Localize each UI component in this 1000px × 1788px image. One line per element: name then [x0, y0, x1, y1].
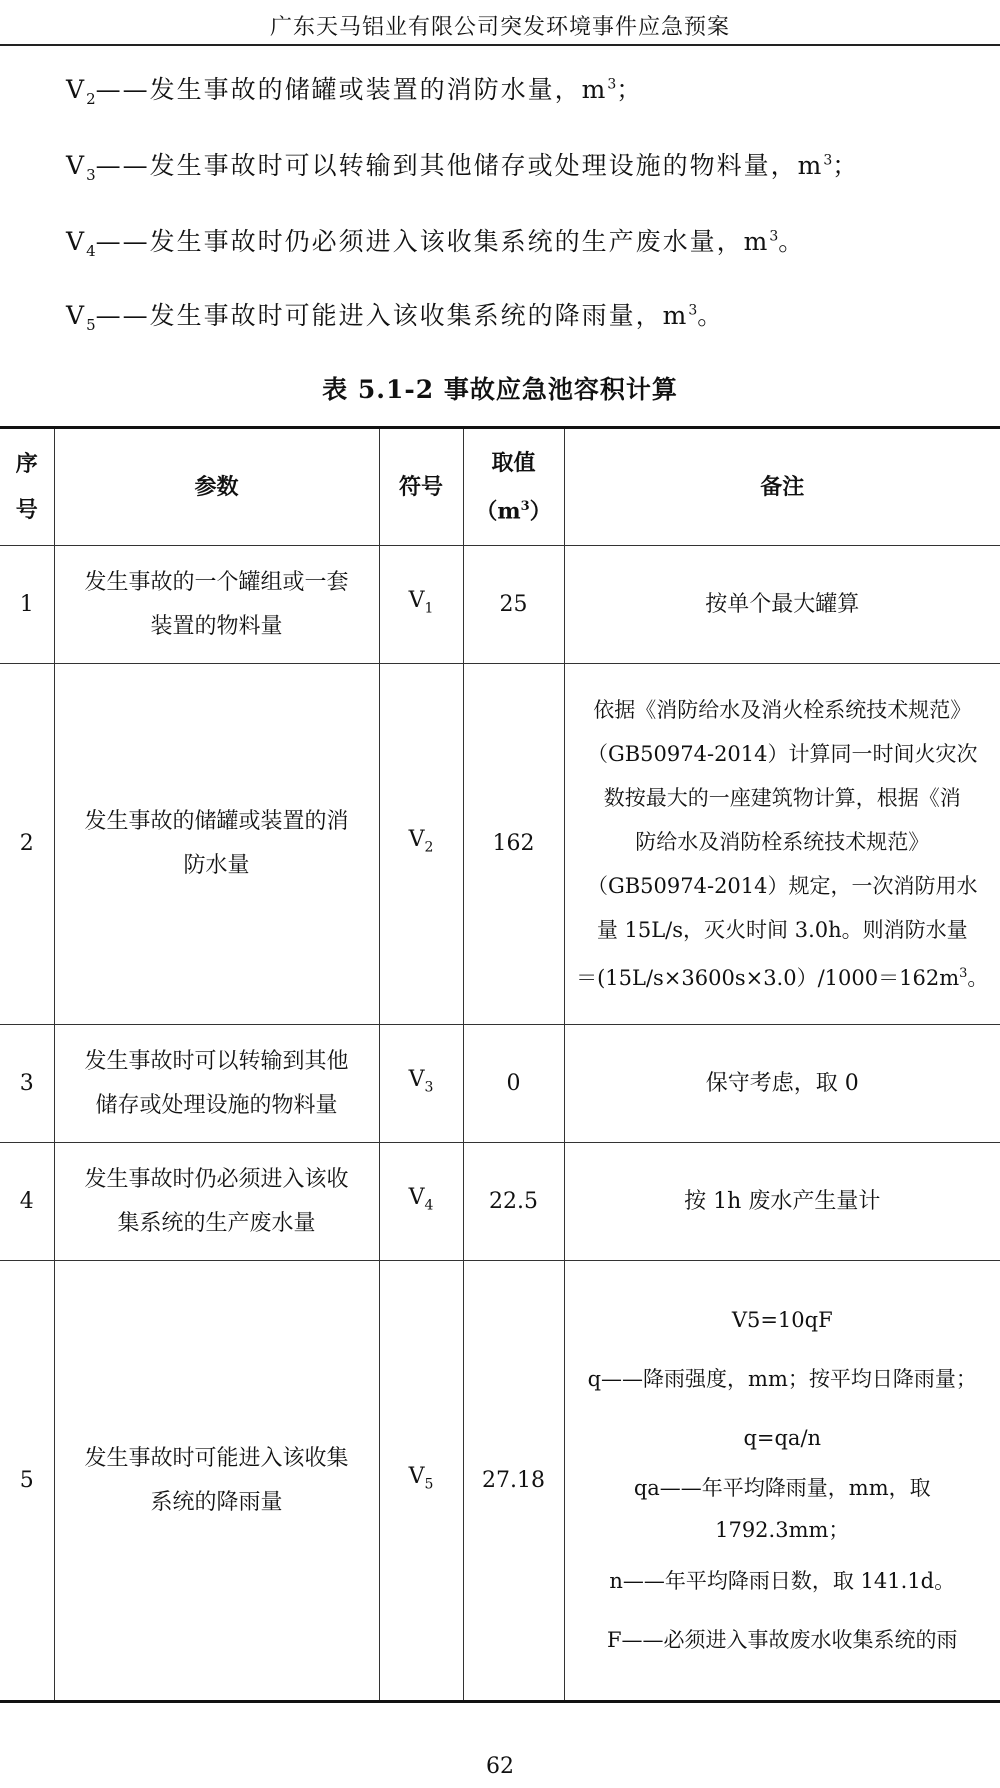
cell-param: 发生事故时仍必须进入该收 集系统的生产废水量 — [54, 1143, 379, 1261]
cell-value: 0 — [463, 1025, 564, 1143]
cell-remarks: 保守考虑，取 0 — [564, 1025, 1000, 1143]
cell-seq: 1 — [0, 546, 54, 664]
cell-seq: 5 — [0, 1261, 54, 1702]
cell-remarks: 按 1h 废水产生量计 — [564, 1143, 1000, 1261]
page-header-title: 广东天马铝业有限公司突发环境事件应急预案 — [269, 15, 730, 40]
page-number: 62 — [486, 1754, 514, 1779]
cell-symbol: $V_3$ — [379, 1025, 463, 1143]
header-value: 取值 $(m^3)$ — [463, 428, 564, 546]
cell-symbol: $V_1$ — [379, 546, 463, 664]
table-row — [0, 1261, 1000, 1702]
definition-v5: $V_5——$发生事故时可能进入该收集系统的降雨量，$m^3$。 — [66, 301, 725, 334]
cell-param: 发生事故时可能进入该收集 系统的降雨量 — [54, 1261, 379, 1702]
cell-seq: 4 — [0, 1143, 54, 1261]
cell-symbol: $V_5$ — [379, 1261, 463, 1702]
cell-seq: 3 — [0, 1025, 54, 1143]
cell-symbol: $V_4$ — [379, 1143, 463, 1261]
header-param: 参数 — [54, 428, 379, 546]
cell-value: 25 — [463, 546, 564, 664]
definition-v3: $V_3——$发生事故时可以转输到其他储存或处理设施的物料量，$m^3$； — [66, 151, 860, 184]
definition-v2: $V_2——$发生事故的储罐或装置的消防水量，$m^3$； — [66, 75, 644, 108]
table-row — [0, 1025, 1000, 1143]
header-divider — [0, 44, 1000, 46]
cell-param: 发生事故的一个罐组或一套 装置的物料量 — [54, 546, 379, 664]
header-seq: 序 号 — [0, 428, 54, 546]
cell-remarks: 按单个最大罐算 — [564, 546, 1000, 664]
cell-param: 发生事故的储罐或装置的消 防水量 — [54, 664, 379, 1025]
header-symbol: 符号 — [379, 428, 463, 546]
table-row — [0, 664, 1000, 1025]
table-row — [0, 546, 1000, 664]
cell-value: 27.18 — [463, 1261, 564, 1702]
header-remarks: 备注 — [564, 428, 1000, 546]
cell-seq: 2 — [0, 664, 54, 1025]
cell-value: 162 — [463, 664, 564, 1025]
cell-remarks: 依据《消防给水及消火栓系统技术规范》 （GB50974-2014）计算同一时间火灾次 数按最大的一座建筑物计算，根据《消 防给水及消防栓系统技术规范》 （GB50974-2014）规定，一次消防用水 量 15L/s，灭火时间 3.0h。则消防水量 $=(15L/s\times 3600s\times 3.0)/1000=162m^3$。 — [564, 664, 1000, 1025]
definition-v4: $V_4——$发生事故时仍必须进入该收集系统的生产废水量，$m^3$。 — [66, 227, 806, 260]
cell-symbol: $V_2$ — [379, 664, 463, 1025]
cell-value: 22.5 — [463, 1143, 564, 1261]
table-header-row — [0, 428, 1000, 546]
accident-pool-volume-table — [0, 426, 1000, 1703]
cell-remarks: V5=10qF q——降雨强度，mm；按平均日降雨量； q=qa/n qa——年平均降雨量，mm，取 1792.3mm； n——年平均降雨日数，取 141.1d。 F——必须进入事故废水收集系统的雨 — [564, 1261, 1000, 1702]
table-caption: 表 5.1-2 事故应急池容积计算 — [322, 375, 678, 404]
cell-param: 发生事故时可以转输到其他 储存或处理设施的物料量 — [54, 1025, 379, 1143]
table-row — [0, 1143, 1000, 1261]
